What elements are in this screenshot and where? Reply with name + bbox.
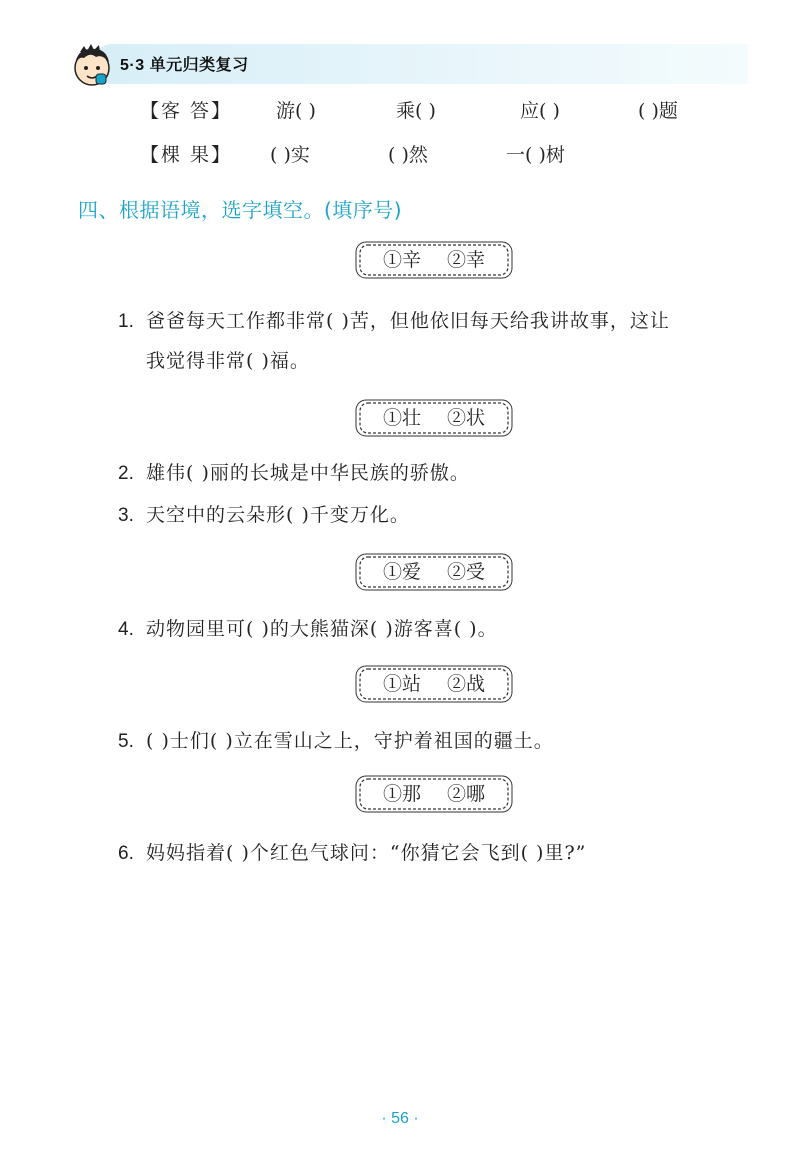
question-2: [118, 458, 470, 489]
vocab-item: ( )实: [270, 144, 310, 166]
option-text: [354, 240, 514, 280]
vocab-label: 【客 答】: [140, 100, 233, 122]
question-text: 爸爸每天工作都非常( )苦，但他依旧每天给我讲故事，这让: [146, 310, 670, 332]
option-box: [354, 664, 514, 704]
option-text: [354, 398, 514, 438]
mascot-boy-icon: [66, 40, 118, 92]
vocab-item: 游( ): [276, 100, 316, 122]
option-text: [354, 664, 514, 704]
vocab-item: ( )题: [638, 100, 678, 122]
page-number: · 56 ·: [381, 1110, 419, 1127]
question-text: 妈妈指着( )个红色气球问：“你猜它会飞到( )里?”: [146, 842, 587, 864]
question-number: 3.: [118, 505, 134, 526]
question-text: 雄伟( )丽的长城是中华民族的骄傲。: [146, 462, 470, 484]
option-2: ②哪: [447, 783, 486, 805]
question-4: [118, 614, 498, 645]
option-2: ②受: [447, 561, 486, 583]
option-text: [354, 774, 514, 814]
vocab-item: 应( ): [520, 100, 560, 122]
option-1: ①辛: [382, 249, 421, 271]
question-1-continued: 我觉得非常( )福。: [146, 350, 310, 372]
vocab-line-1: [140, 96, 678, 126]
option-1: ①爱: [382, 561, 421, 583]
question-number: 6.: [118, 843, 134, 864]
vocab-item: ( )然: [388, 144, 428, 166]
option-1: ①壮: [382, 407, 421, 429]
vocab-item: 乘( ): [396, 100, 436, 122]
question-1: [118, 306, 670, 337]
option-2: ②战: [447, 673, 486, 695]
option-text: [354, 552, 514, 592]
option-box: [354, 774, 514, 814]
header-title: 5·3 单元归类复习: [120, 57, 249, 74]
option-2: ②状: [447, 407, 486, 429]
option-2: ②幸: [447, 249, 486, 271]
section-title: 四、根据语境，选字填空。(填序号): [78, 198, 403, 222]
option-1: ①站: [382, 673, 421, 695]
question-6: [118, 838, 586, 869]
question-number: 4.: [118, 619, 134, 640]
question-3: [118, 500, 410, 531]
option-box: [354, 398, 514, 438]
question-5: [118, 726, 554, 757]
option-1: ①那: [382, 783, 421, 805]
option-box: [354, 240, 514, 280]
question-text: 天空中的云朵形( )千变万化。: [146, 504, 410, 526]
option-box: [354, 552, 514, 592]
vocab-line-2: [140, 140, 565, 170]
vocab-label: 【棵 果】: [140, 144, 233, 166]
question-text: 动物园里可( )的大熊猫深( )游客喜( )。: [146, 618, 498, 640]
vocab-item: 一( )树: [506, 144, 565, 166]
question-number: 1.: [118, 311, 134, 332]
question-text: ( )士们( )立在雪山之上，守护着祖国的疆土。: [146, 730, 554, 752]
question-number: 2.: [118, 463, 134, 484]
question-number: 5.: [118, 731, 134, 752]
